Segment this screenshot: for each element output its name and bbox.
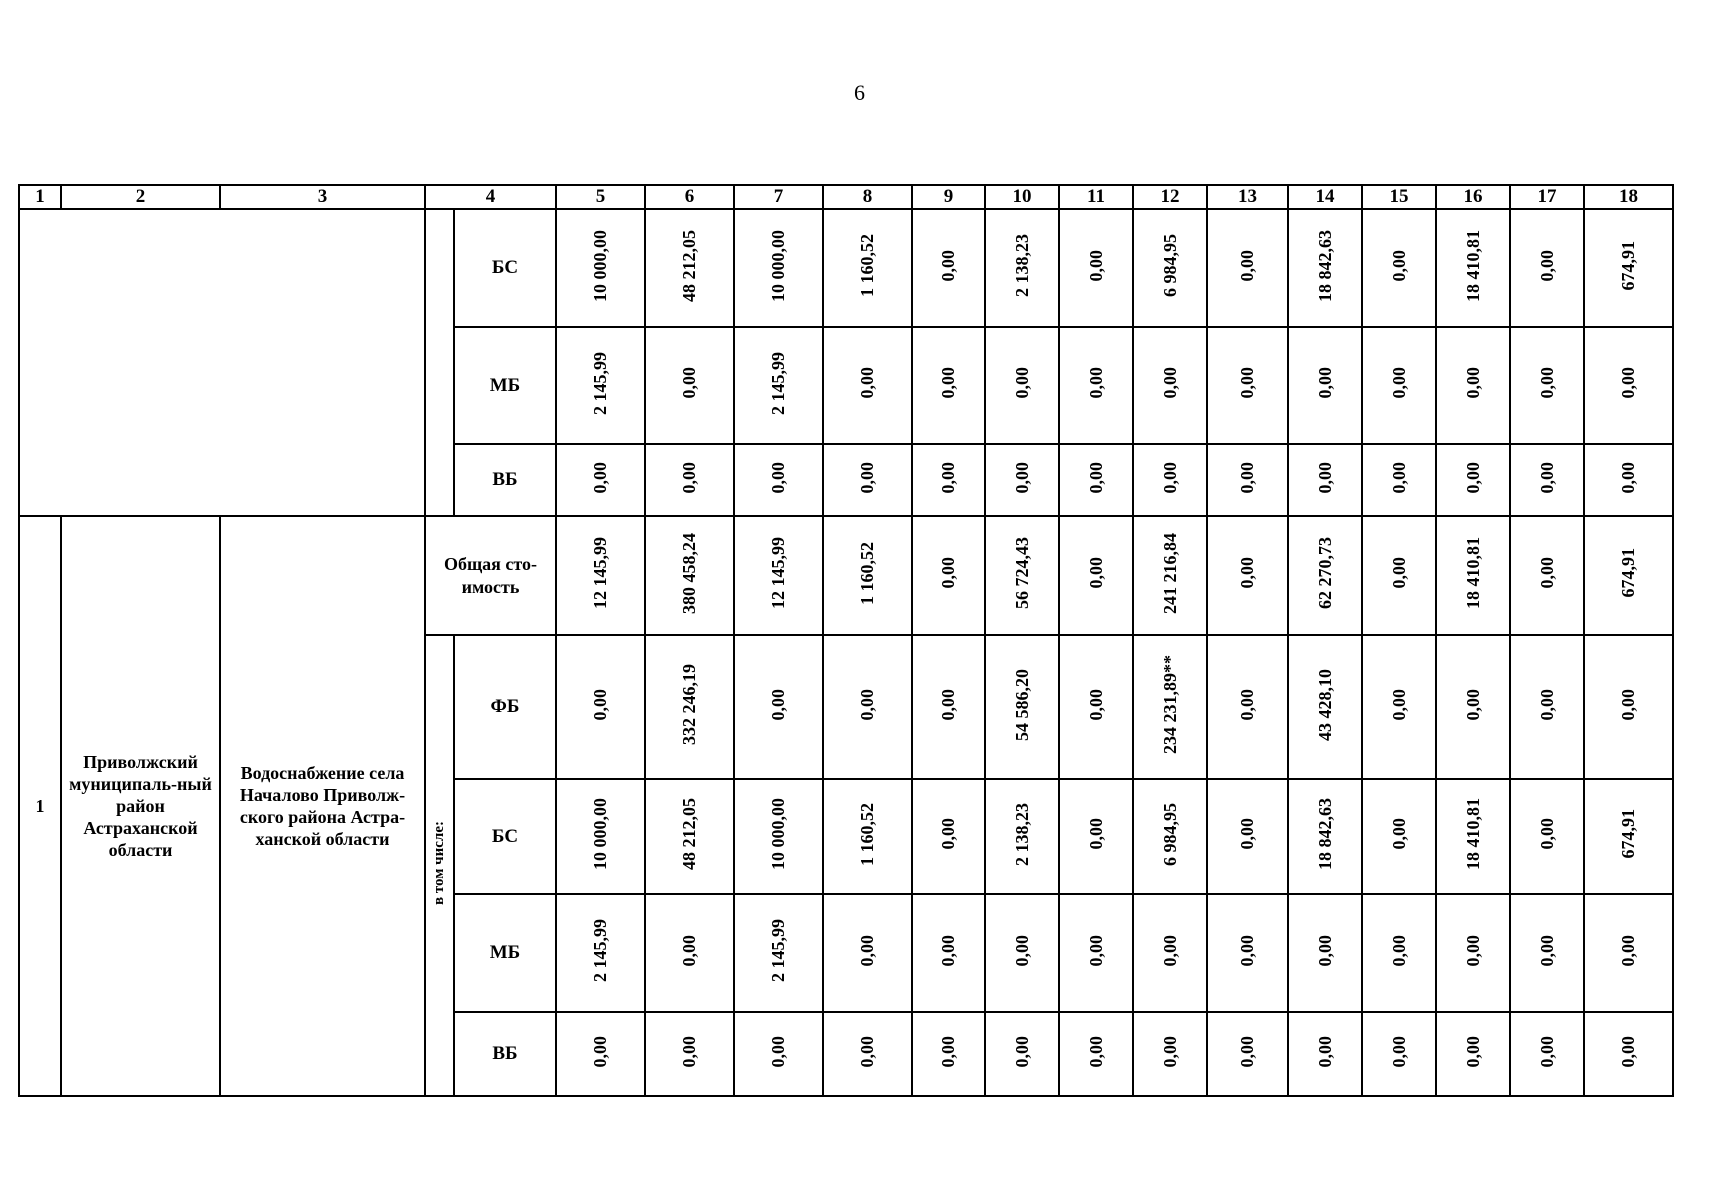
value-cell — [1133, 779, 1207, 894]
value-text: 0,00 — [768, 461, 788, 494]
table-row — [19, 516, 1673, 635]
value-text: 0,00 — [1388, 1035, 1409, 1068]
column-number: 18 — [1584, 185, 1673, 209]
column-number: 12 — [1133, 185, 1207, 209]
table-row — [19, 209, 1673, 327]
value-cell — [823, 444, 912, 516]
value-cell — [1288, 209, 1362, 327]
value-cell — [734, 779, 823, 894]
fund-label: МБ — [454, 327, 556, 444]
value-cell — [985, 1012, 1059, 1096]
value-text: 10 000,00 — [768, 798, 788, 870]
value-text: 0,00 — [1237, 367, 1257, 399]
value-text: 0,00 — [679, 1035, 699, 1068]
fund-label: ВБ — [454, 1012, 556, 1096]
value-cell — [1436, 327, 1510, 444]
value-text: 0,00 — [1388, 557, 1409, 589]
value-cell — [985, 209, 1059, 327]
including-label: в том числе: — [431, 820, 447, 906]
value-cell — [645, 779, 734, 894]
value-cell — [1510, 209, 1584, 327]
value-cell — [912, 444, 985, 516]
value-cell — [1059, 894, 1133, 1012]
continued-including-cell — [425, 209, 454, 516]
value-text: 0,00 — [1159, 1035, 1180, 1068]
value-cell — [823, 209, 912, 327]
value-cell — [556, 444, 645, 516]
column-number: 9 — [912, 185, 985, 209]
column-number: 16 — [1436, 185, 1510, 209]
value-cell — [1584, 635, 1673, 779]
value-text: 0,00 — [1314, 461, 1335, 494]
value-cell — [1362, 327, 1436, 444]
value-cell — [985, 635, 1059, 779]
value-text: 0,00 — [1462, 367, 1483, 399]
value-cell — [645, 444, 734, 516]
value-text: 12 145,99 — [590, 537, 610, 609]
column-number: 1 — [19, 185, 61, 209]
value-cell — [823, 894, 912, 1012]
value-text: 0,00 — [1388, 461, 1409, 494]
value-text: 0,00 — [1159, 461, 1180, 494]
value-cell — [1584, 1012, 1673, 1096]
value-cell — [1510, 516, 1584, 635]
value-text: 0,00 — [1536, 934, 1557, 967]
value-text: 0,00 — [1388, 367, 1409, 399]
value-text: 18 410,81 — [1462, 229, 1483, 302]
value-text: 0,00 — [938, 688, 958, 721]
value-text: 0,00 — [1618, 688, 1638, 721]
value-text: 0,00 — [938, 249, 958, 282]
value-text: 0,00 — [1618, 367, 1638, 399]
value-text: 0,00 — [1462, 934, 1483, 967]
district-name: Приволжский муниципаль-ный район Астраханской области — [61, 516, 220, 1096]
value-cell — [734, 894, 823, 1012]
value-text: 0,00 — [1237, 461, 1257, 494]
value-text: 0,00 — [1085, 461, 1106, 494]
value-cell — [556, 209, 645, 327]
value-cell — [1510, 779, 1584, 894]
value-cell — [734, 209, 823, 327]
value-cell — [823, 635, 912, 779]
value-text: 0,00 — [1159, 367, 1180, 399]
value-text: 43 428,10 — [1314, 668, 1335, 741]
value-cell — [1133, 635, 1207, 779]
page-number: 6 — [854, 80, 865, 105]
value-text: 0,00 — [857, 1035, 877, 1068]
project-name: Водоснабжение села Началово Приволж-ского района Астра-ханской области — [220, 516, 425, 1096]
value-cell — [645, 209, 734, 327]
total-cost-label: Общая сто-имость — [425, 516, 556, 635]
column-number: 2 — [61, 185, 220, 209]
value-text: 18 842,63 — [1314, 229, 1335, 302]
value-text: 0,00 — [1237, 1035, 1257, 1068]
value-text: 0,00 — [1314, 1035, 1335, 1068]
value-text: 0,00 — [1237, 818, 1257, 850]
value-text: 0,00 — [1011, 461, 1032, 494]
value-text: 12 145,99 — [768, 537, 788, 609]
value-cell — [1133, 209, 1207, 327]
value-cell — [912, 209, 985, 327]
value-text: 0,00 — [1085, 249, 1106, 282]
value-text: 0,00 — [1462, 461, 1483, 494]
value-text: 10 000,00 — [590, 798, 610, 870]
value-text: 0,00 — [1618, 934, 1638, 967]
value-cell — [1362, 209, 1436, 327]
value-cell — [1059, 1012, 1133, 1096]
value-text: 0,00 — [1159, 934, 1180, 967]
value-cell — [1510, 327, 1584, 444]
value-cell — [1436, 444, 1510, 516]
value-cell — [1288, 779, 1362, 894]
value-cell — [1207, 779, 1288, 894]
value-text: 0,00 — [1085, 557, 1106, 589]
value-text: 6 984,95 — [1159, 802, 1180, 866]
value-cell — [1436, 1012, 1510, 1096]
value-text: 0,00 — [1536, 818, 1557, 850]
value-cell — [1362, 516, 1436, 635]
value-text: 6 984,95 — [1159, 234, 1180, 297]
value-text: 1 160,52 — [857, 802, 877, 866]
value-text: 0,00 — [1237, 249, 1257, 282]
value-cell — [1207, 516, 1288, 635]
value-text: 0,00 — [1388, 688, 1409, 721]
value-cell — [1059, 209, 1133, 327]
column-number: 4 — [425, 185, 556, 209]
value-text: 0,00 — [1085, 934, 1106, 967]
value-text: 0,00 — [590, 688, 610, 721]
value-text: 56 724,43 — [1011, 537, 1032, 609]
value-text: 0,00 — [1085, 688, 1106, 721]
value-text: 0,00 — [1011, 934, 1032, 967]
value-text: 0,00 — [590, 1035, 610, 1068]
value-cell — [1584, 209, 1673, 327]
value-text: 674,91 — [1618, 240, 1638, 291]
column-number-row — [19, 185, 1673, 209]
value-text: 380 458,24 — [679, 532, 699, 614]
value-text: 234 231,89** — [1159, 655, 1180, 754]
value-text: 0,00 — [1618, 461, 1638, 494]
column-number: 10 — [985, 185, 1059, 209]
value-cell — [556, 894, 645, 1012]
value-text: 0,00 — [857, 461, 877, 494]
value-cell — [912, 779, 985, 894]
value-cell — [985, 894, 1059, 1012]
value-cell — [556, 327, 645, 444]
value-cell — [1584, 779, 1673, 894]
value-text: 2 145,99 — [768, 351, 788, 415]
value-cell — [1362, 635, 1436, 779]
column-number: 13 — [1207, 185, 1288, 209]
value-text: 0,00 — [938, 557, 958, 589]
value-cell — [985, 327, 1059, 444]
column-number: 8 — [823, 185, 912, 209]
value-text: 0,00 — [1388, 818, 1409, 850]
value-cell — [556, 1012, 645, 1096]
value-cell — [1510, 1012, 1584, 1096]
value-text: 0,00 — [938, 934, 958, 967]
value-text: 48 212,05 — [679, 798, 699, 870]
value-cell — [645, 327, 734, 444]
value-cell — [985, 516, 1059, 635]
value-cell — [645, 894, 734, 1012]
value-text: 0,00 — [590, 461, 610, 494]
value-text: 241 216,84 — [1159, 532, 1180, 614]
value-text: 0,00 — [938, 461, 958, 494]
fund-label: БС — [454, 209, 556, 327]
value-cell — [1584, 327, 1673, 444]
value-cell — [1436, 894, 1510, 1012]
value-cell — [556, 779, 645, 894]
value-cell — [1436, 209, 1510, 327]
value-cell — [1288, 327, 1362, 444]
value-cell — [1207, 444, 1288, 516]
value-text: 0,00 — [1388, 934, 1409, 967]
value-text: 0,00 — [1618, 1035, 1638, 1068]
fund-label: БС — [454, 779, 556, 894]
value-cell — [823, 779, 912, 894]
including-label-cell — [425, 635, 454, 1096]
value-text: 0,00 — [857, 934, 877, 967]
value-cell — [1059, 327, 1133, 444]
column-number: 15 — [1362, 185, 1436, 209]
value-cell — [823, 516, 912, 635]
value-text: 2 138,23 — [1011, 234, 1032, 297]
column-number: 17 — [1510, 185, 1584, 209]
value-cell — [1207, 635, 1288, 779]
value-cell — [1133, 516, 1207, 635]
continued-blank-cell — [19, 209, 425, 516]
value-text: 0,00 — [1536, 461, 1557, 494]
value-text: 0,00 — [1085, 1035, 1106, 1068]
value-text: 0,00 — [1085, 818, 1106, 850]
value-cell — [1362, 779, 1436, 894]
value-cell — [1584, 894, 1673, 1012]
column-number: 14 — [1288, 185, 1362, 209]
value-text: 0,00 — [1536, 367, 1557, 399]
value-text: 48 212,05 — [679, 229, 699, 302]
value-cell — [1362, 894, 1436, 1012]
value-text: 0,00 — [1536, 688, 1557, 721]
value-cell — [1510, 635, 1584, 779]
value-cell — [1584, 444, 1673, 516]
value-cell — [734, 444, 823, 516]
value-cell — [1133, 444, 1207, 516]
value-cell — [645, 1012, 734, 1096]
value-cell — [912, 1012, 985, 1096]
value-cell — [734, 327, 823, 444]
value-cell — [1362, 444, 1436, 516]
value-text: 18 410,81 — [1462, 537, 1483, 609]
column-number: 6 — [645, 185, 734, 209]
value-cell — [912, 635, 985, 779]
value-cell — [1207, 209, 1288, 327]
value-cell — [823, 1012, 912, 1096]
value-text: 2 145,99 — [590, 919, 610, 982]
value-text: 0,00 — [938, 818, 958, 850]
value-cell — [556, 635, 645, 779]
value-text: 0,00 — [1536, 249, 1557, 282]
value-cell — [734, 1012, 823, 1096]
value-text: 62 270,73 — [1314, 537, 1335, 609]
value-cell — [1059, 779, 1133, 894]
budget-table — [18, 184, 1674, 1097]
value-cell — [1288, 894, 1362, 1012]
value-text: 54 586,20 — [1011, 668, 1032, 741]
value-text: 18 410,81 — [1462, 798, 1483, 870]
value-cell — [1133, 327, 1207, 444]
value-text: 0,00 — [1237, 934, 1257, 967]
fund-label: ВБ — [454, 444, 556, 516]
fund-label: МБ — [454, 894, 556, 1012]
value-text: 674,91 — [1618, 548, 1638, 598]
value-text: 0,00 — [938, 1035, 958, 1068]
value-text: 10 000,00 — [590, 229, 610, 302]
value-cell — [1207, 894, 1288, 1012]
value-cell — [1436, 779, 1510, 894]
value-cell — [645, 516, 734, 635]
value-text: 0,00 — [1314, 934, 1335, 967]
value-cell — [1362, 1012, 1436, 1096]
value-text: 0,00 — [1085, 367, 1106, 399]
value-text: 1 160,52 — [857, 234, 877, 297]
value-text: 18 842,63 — [1314, 798, 1335, 870]
value-cell — [912, 894, 985, 1012]
value-text: 1 160,52 — [857, 541, 877, 605]
value-cell — [1059, 516, 1133, 635]
value-cell — [1510, 894, 1584, 1012]
value-text: 0,00 — [1388, 249, 1409, 282]
entry-number: 1 — [19, 516, 61, 1096]
value-text: 0,00 — [857, 367, 877, 399]
value-text: 0,00 — [1011, 367, 1032, 399]
value-cell — [1133, 1012, 1207, 1096]
value-cell — [1510, 444, 1584, 516]
value-cell — [645, 635, 734, 779]
value-cell — [1207, 327, 1288, 444]
value-cell — [1288, 635, 1362, 779]
value-text: 2 145,99 — [768, 919, 788, 982]
value-cell — [1207, 1012, 1288, 1096]
value-text: 0,00 — [938, 367, 958, 399]
value-cell — [1288, 444, 1362, 516]
value-text: 0,00 — [768, 688, 788, 721]
value-text: 0,00 — [1536, 557, 1557, 589]
value-text: 0,00 — [1462, 1035, 1483, 1068]
fund-label: ФБ — [454, 635, 556, 779]
value-text: 0,00 — [768, 1035, 788, 1068]
value-cell — [1436, 516, 1510, 635]
value-text: 0,00 — [857, 688, 877, 721]
column-number: 3 — [220, 185, 425, 209]
value-cell — [1133, 894, 1207, 1012]
value-text: 0,00 — [1237, 688, 1257, 721]
value-cell — [912, 516, 985, 635]
value-text: 674,91 — [1618, 809, 1638, 859]
value-cell — [1288, 1012, 1362, 1096]
column-number: 11 — [1059, 185, 1133, 209]
value-cell — [1288, 516, 1362, 635]
value-cell — [734, 516, 823, 635]
column-number: 5 — [556, 185, 645, 209]
value-cell — [734, 635, 823, 779]
value-text: 10 000,00 — [768, 229, 788, 302]
value-text: 0,00 — [1237, 557, 1257, 589]
value-text: 0,00 — [679, 461, 699, 494]
value-text: 0,00 — [1314, 367, 1335, 399]
value-text: 2 138,23 — [1011, 802, 1032, 866]
value-text: 0,00 — [1011, 1035, 1032, 1068]
value-text: 2 145,99 — [590, 351, 610, 415]
value-cell — [912, 327, 985, 444]
value-text: 0,00 — [1536, 1035, 1557, 1068]
value-text: 0,00 — [679, 934, 699, 967]
value-text: 0,00 — [1462, 688, 1483, 721]
value-cell — [985, 444, 1059, 516]
value-cell — [823, 327, 912, 444]
value-cell — [1059, 635, 1133, 779]
value-cell — [1436, 635, 1510, 779]
value-cell — [1059, 444, 1133, 516]
column-number: 7 — [734, 185, 823, 209]
value-text: 0,00 — [679, 367, 699, 399]
value-cell — [1584, 516, 1673, 635]
value-cell — [985, 779, 1059, 894]
value-cell — [556, 516, 645, 635]
value-text: 332 246,19 — [679, 664, 699, 745]
